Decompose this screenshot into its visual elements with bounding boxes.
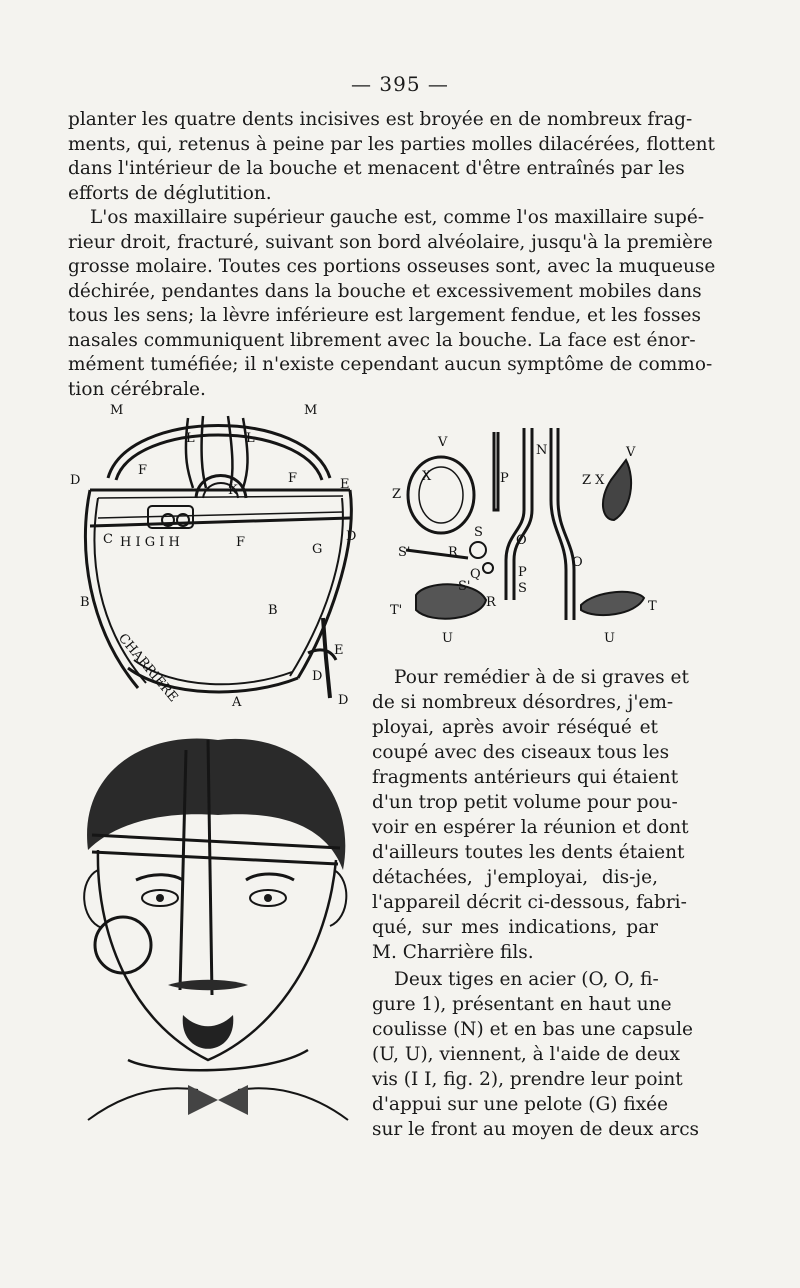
text-line: L'os maxillaire supérieur gauche est, comme l'os maxillaire supé- xyxy=(90,207,705,228)
svg-text:D: D xyxy=(346,529,357,544)
text-line: planter les quatre dents incisives est broyée en de nombreux frag- xyxy=(68,109,693,130)
svg-text:S: S xyxy=(474,525,483,540)
text-line: voir en espérer la réunion et dont xyxy=(372,817,689,838)
svg-text:X: X xyxy=(422,469,432,484)
text-line: d'un trop petit volume pour pou- xyxy=(372,792,678,813)
svg-text:R: R xyxy=(486,595,496,610)
text-line: rieur droit, fracturé, suivant son bord alvéolaire, jusqu'à la première xyxy=(68,231,713,253)
text-line: coupé avec des ciseaux tous les xyxy=(372,742,670,763)
svg-text:O: O xyxy=(572,555,583,570)
svg-text:F: F xyxy=(138,463,148,478)
text-line: gure 1), présentant en haut une xyxy=(372,994,672,1015)
label-m-left: M xyxy=(110,403,124,418)
svg-text:T: T xyxy=(648,599,657,614)
svg-text:E: E xyxy=(334,643,344,658)
text-line: nasales communiquent librement avec la bouche. La face est énor- xyxy=(68,329,696,351)
text-line: tion cérébrale. xyxy=(68,378,206,400)
text-line: efforts de déglutition. xyxy=(68,182,272,204)
svg-text:F: F xyxy=(288,471,298,486)
text-line: l'appareil décrit ci-dessous, fabri- xyxy=(372,892,687,913)
label-m-right: M xyxy=(304,403,318,418)
svg-text:B: B xyxy=(268,603,278,618)
text-line: Deux tiges en acier (O, O, fi- xyxy=(394,969,659,990)
svg-text:U: U xyxy=(604,631,615,646)
text-line: détachées, j'employai, dis-je, xyxy=(372,867,658,888)
text-line: grosse molaire. Toutes ces portions osseuses sont, avec la muqueuse xyxy=(68,256,716,277)
svg-text:L: L xyxy=(186,431,195,446)
text-line: M. Charrière fils. xyxy=(372,942,534,963)
svg-text:Q: Q xyxy=(470,567,481,582)
svg-text:P: P xyxy=(518,565,527,580)
text-line: Pour remédier à de si graves et xyxy=(394,667,689,688)
text-line: dans l'intérieur de la bouche et menacent d'être entraînés par les xyxy=(68,158,685,179)
instruments-figure xyxy=(386,420,676,650)
svg-text:E: E xyxy=(340,477,350,492)
text-line: d'appui sur une pelote (G) fixée xyxy=(372,1094,669,1115)
svg-text:S': S' xyxy=(458,579,471,594)
head-frame-figure xyxy=(68,398,368,718)
svg-text:U: U xyxy=(442,631,453,646)
svg-text:L: L xyxy=(246,431,255,446)
text-line: coulisse (N) et en bas une capsule xyxy=(372,1019,693,1040)
svg-text:Z X: Z X xyxy=(582,473,605,488)
svg-text:K: K xyxy=(228,483,238,498)
text-line: ments, qui, retenus à peine par les parties molles dilacérées, flottent xyxy=(68,133,715,155)
svg-text:F: F xyxy=(236,535,246,550)
svg-text:H I G I H: H I G I H xyxy=(120,535,180,550)
svg-text:G: G xyxy=(312,542,323,557)
text-line: d'ailleurs toutes les dents étaient xyxy=(372,842,685,863)
svg-text:O: O xyxy=(516,533,527,548)
text-line: qué, sur mes indications, par xyxy=(372,917,658,938)
svg-text:V: V xyxy=(438,435,448,450)
svg-text:D: D xyxy=(312,669,323,684)
svg-text:N: N xyxy=(536,443,548,458)
text-line: (U, U), viennent, à l'aide de deux xyxy=(372,1044,680,1065)
svg-text:S: S xyxy=(518,581,527,596)
text-line: de si nombreux désordres, j'em- xyxy=(372,692,674,713)
svg-text:D: D xyxy=(338,693,349,708)
maker-mark: CHARRIÈRE xyxy=(114,630,181,706)
svg-text:C: C xyxy=(103,532,113,547)
svg-text:S': S' xyxy=(398,545,411,560)
svg-text:P: P xyxy=(500,471,509,486)
text-line: vis (I I, fig. 2), prendre leur point xyxy=(372,1069,683,1090)
text-line: mément tuméfiée; il n'existe cependant aucun symptôme de commo- xyxy=(68,354,713,375)
svg-text:B: B xyxy=(80,595,90,610)
svg-text:A: A xyxy=(232,695,242,710)
svg-text:V: V xyxy=(626,445,636,460)
svg-text:T': T' xyxy=(390,603,403,618)
portrait-figure xyxy=(68,730,368,1130)
page-number: — 395 — xyxy=(351,72,449,96)
text-line: ployai, après avoir réséqué et xyxy=(372,717,658,738)
svg-text:Z: Z xyxy=(392,487,402,502)
text-line: déchirée, pendantes dans la bouche et excessivement mobiles dans xyxy=(68,280,702,302)
svg-text:R: R xyxy=(448,545,458,560)
text-line: tous les sens; la lèvre inférieure est largement fendue, et les fosses xyxy=(68,305,701,326)
text-line: sur le front au moyen de deux arcs xyxy=(372,1119,700,1140)
svg-text:D: D xyxy=(70,473,81,488)
text-line: fragments antérieurs qui étaient xyxy=(372,767,679,788)
